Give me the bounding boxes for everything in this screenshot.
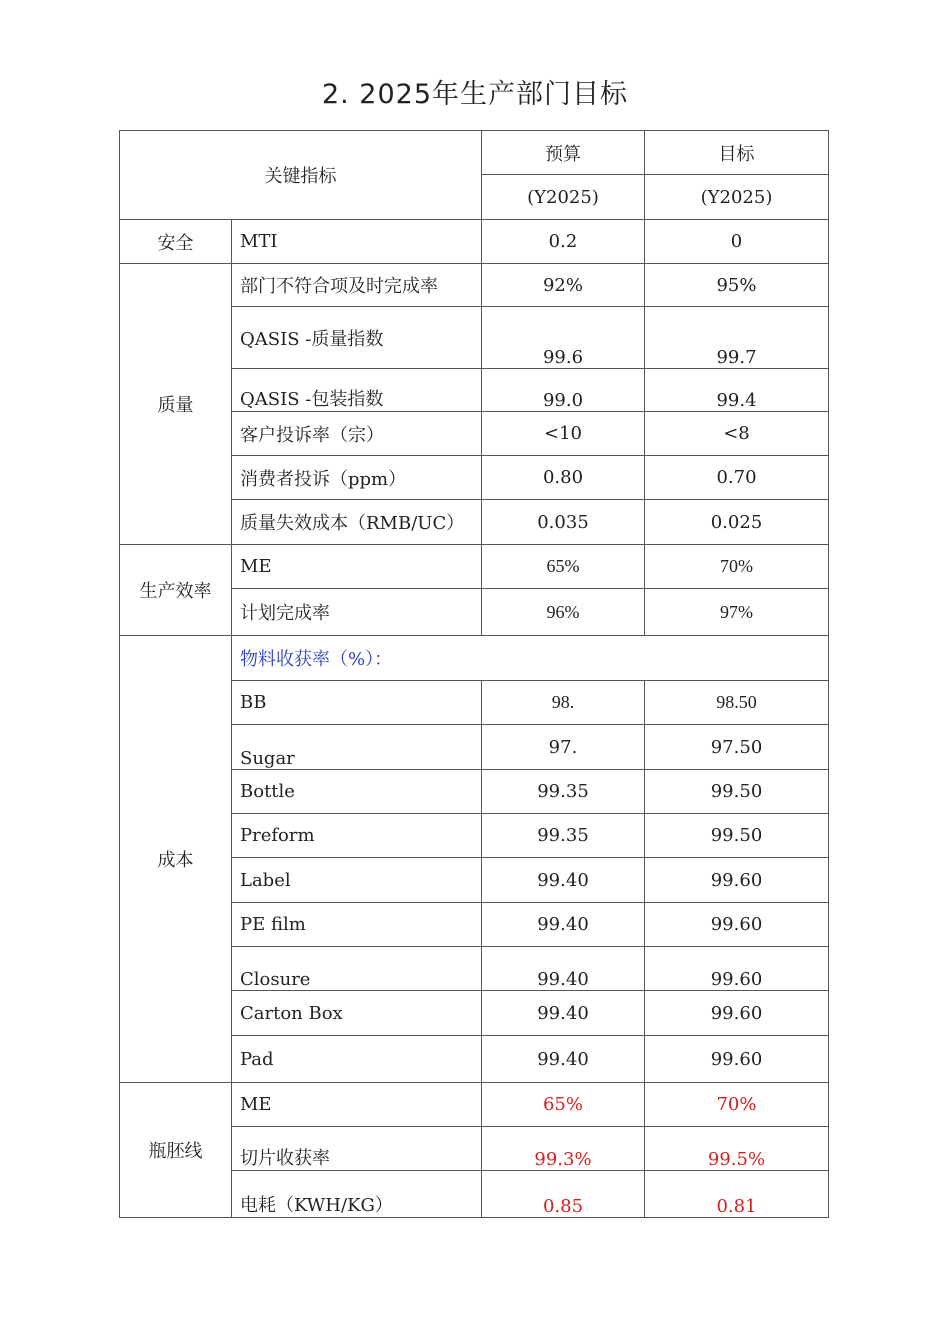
budget-value: 0.85	[482, 1171, 645, 1218]
kpi-name: ME	[232, 1083, 482, 1127]
target-year: (Y2025)	[645, 175, 829, 220]
table-row	[120, 545, 829, 589]
material-yield-subheader: 物料收获率（%）：	[232, 636, 829, 681]
kpi-name: 消费者投诉（ppm）	[232, 456, 482, 500]
budget-value: 0.80	[482, 456, 645, 500]
category-quality: 质量	[120, 264, 232, 545]
budget-value: 99.6	[482, 307, 645, 369]
budget-value: 99.40	[482, 947, 645, 991]
target-value: 99.50	[645, 814, 829, 858]
kpi-name: Carton Box	[232, 991, 482, 1036]
target-value: 99.7	[645, 307, 829, 369]
kpi-name: MTI	[232, 220, 482, 264]
target-header: 目标	[645, 131, 829, 175]
target-value: 0.70	[645, 456, 829, 500]
target-value: 99.60	[645, 903, 829, 947]
budget-value: 92%	[482, 264, 645, 307]
kpi-name: Closure	[232, 947, 482, 991]
kpi-name: 切片收获率	[232, 1127, 482, 1171]
category-preform-line: 瓶胚线	[120, 1083, 232, 1218]
budget-value: 99.0	[482, 369, 645, 412]
budget-year: (Y2025)	[482, 175, 645, 220]
category-efficiency: 生产效率	[120, 545, 232, 636]
table-row	[120, 1083, 829, 1127]
budget-value: 0.2	[482, 220, 645, 264]
target-value: 99.60	[645, 1036, 829, 1083]
target-value: 99.60	[645, 858, 829, 903]
target-value: 99.60	[645, 947, 829, 991]
kpi-name: QASIS -质量指数	[232, 307, 482, 369]
kpi-name: 部门不符合项及时完成率	[232, 264, 482, 307]
budget-value: 99.40	[482, 903, 645, 947]
table-row	[120, 220, 829, 264]
kpi-name: QASIS -包装指数	[232, 369, 482, 412]
budget-value: 99.3%	[482, 1127, 645, 1171]
target-value: 99.60	[645, 991, 829, 1036]
target-value: 0.025	[645, 500, 829, 545]
budget-value: 98.	[482, 681, 645, 725]
kpi-name: ME	[232, 545, 482, 589]
kpi-name: 计划完成率	[232, 589, 482, 636]
kpi-name: 质量失效成本（RMB/UC）	[232, 500, 482, 545]
category-safety: 安全	[120, 220, 232, 264]
budget-header: 预算	[482, 131, 645, 175]
target-value: 98.50	[645, 681, 829, 725]
category-cost: 成本	[120, 636, 232, 1083]
kpi-header: 关键指标	[120, 131, 482, 220]
kpi-name: Pad	[232, 1036, 482, 1083]
kpi-name: 电耗（KWH/KG）	[232, 1171, 482, 1218]
target-value: 99.4	[645, 369, 829, 412]
kpi-name: BB	[232, 681, 482, 725]
budget-value: 99.35	[482, 770, 645, 814]
target-value: <8	[645, 412, 829, 456]
header-row	[120, 131, 829, 175]
kpi-name: 客户投诉率（宗）	[232, 412, 482, 456]
target-value: 0	[645, 220, 829, 264]
kpi-name: Label	[232, 858, 482, 903]
target-value: 0.81	[645, 1171, 829, 1218]
target-value: 70%	[645, 545, 829, 589]
budget-value: 0.035	[482, 500, 645, 545]
target-value: 99.50	[645, 770, 829, 814]
kpi-name: Bottle	[232, 770, 482, 814]
kpi-name: PE film	[232, 903, 482, 947]
budget-value: 97.	[482, 725, 645, 770]
budget-value: 99.40	[482, 858, 645, 903]
budget-value: 99.40	[482, 1036, 645, 1083]
kpi-table	[119, 130, 829, 1218]
target-value: 95%	[645, 264, 829, 307]
table-row	[120, 264, 829, 307]
target-value: 70%	[645, 1083, 829, 1127]
table-row	[120, 636, 829, 681]
budget-value: 99.35	[482, 814, 645, 858]
budget-value: 65%	[482, 1083, 645, 1127]
budget-value: 96%	[482, 589, 645, 636]
page-title: 2. 2025年生产部门目标	[321, 79, 629, 110]
kpi-name: Sugar	[232, 725, 482, 770]
budget-value: 99.40	[482, 991, 645, 1036]
budget-value: 65%	[482, 545, 645, 589]
kpi-name: Preform	[232, 814, 482, 858]
target-value: 99.5%	[645, 1127, 829, 1171]
target-value: 97.50	[645, 725, 829, 770]
budget-value: <10	[482, 412, 645, 456]
target-value: 97%	[645, 589, 829, 636]
